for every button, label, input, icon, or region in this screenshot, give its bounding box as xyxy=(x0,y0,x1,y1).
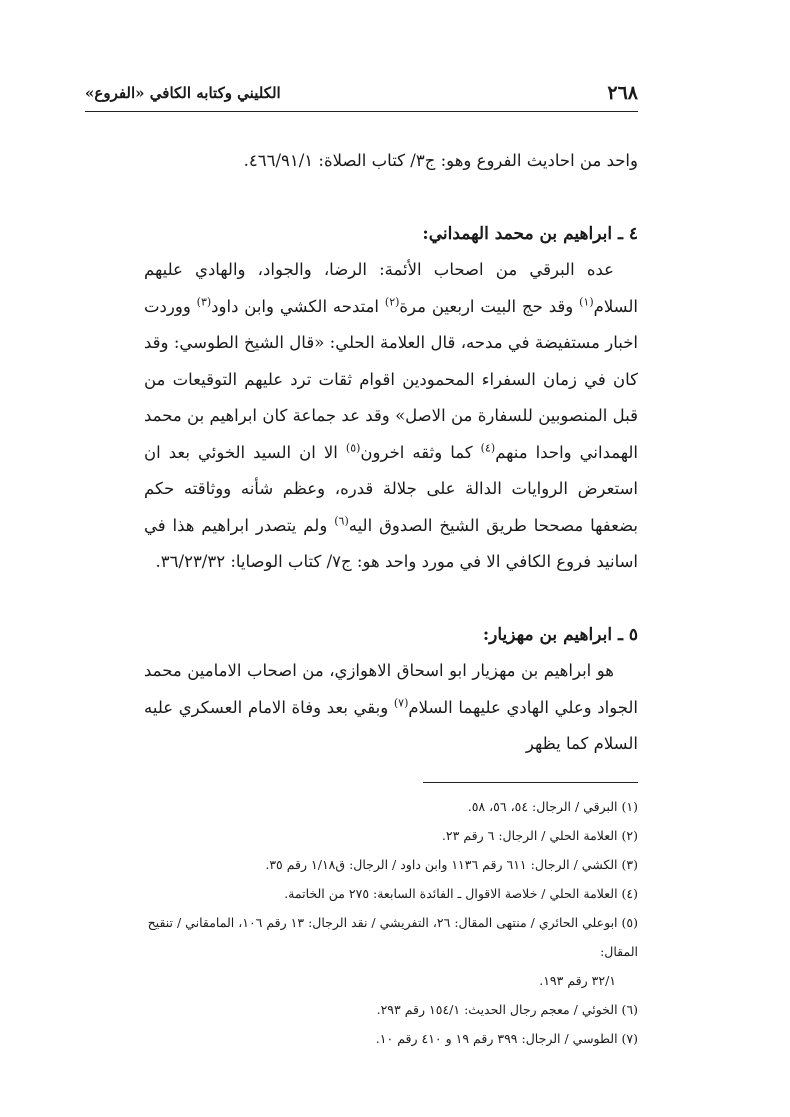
section-gap xyxy=(144,581,638,617)
footnote-ref-3: (٣) xyxy=(196,295,212,308)
section-heading-5: ٥ ـ ابراهيم بن مهزيار: xyxy=(482,624,638,645)
section-heading-4: ٤ ـ ابراهيم بن محمد الهمداني: xyxy=(422,223,638,244)
text-run: وبقي بعد وفاة الامام العسكري عليه السلام كما يظهر xyxy=(144,697,638,753)
footnote-5: (٥) ابوعلي الحائري / منتهى المقال: ٢٦، التفريشي / نقد الرجال: ١٣ رقم ١٠٦، المامقاني / تنقيح المقال: xyxy=(147,915,638,959)
page-number: ٢٦٨ xyxy=(607,82,638,104)
text-run: الا ان السيد الخوئي بعد ان استعرض الروايات الدالة على جلالة قدره، وعظم شأنه ووثاقته حكم بضعفها مصححا طريق الشيخ الصدوق اليه xyxy=(144,442,638,535)
page-header xyxy=(85,78,638,108)
footnotes xyxy=(144,792,638,1053)
text-run: ولم يتصدر ابراهيم هذا في اسانيد فروع الكافي الا في مورد واحد هو: ج٧/ كتاب الوصايا: ٣٦/٢٣/٣٢. xyxy=(144,515,638,571)
footnote-7: (٧) الطوسي / الرجال: ٣٩٩ رقم ١٩ و ٤١٠ رقم ١٠. xyxy=(375,1031,638,1046)
intro-paragraph: واحد من احاديث الفروع وهو: ج٣/ كتاب الصلاة: ٤٦٦/٩١/١. xyxy=(243,151,638,170)
text-run: كما وثقه اخرون xyxy=(360,442,481,462)
header-rule xyxy=(85,111,638,112)
footnote-3: (٣) الكشي / الرجال: ٦١١ رقم ١١٣٦ وابن داود / الرجال: ق١/١٨ رقم ٣٥. xyxy=(265,857,638,872)
body-text xyxy=(144,143,638,763)
section-4-paragraph xyxy=(144,252,638,581)
text-run: عده البرقي من اصحاب الأئمة: الرضا، والجواد، والهادي عليهم السلام xyxy=(144,260,639,316)
footnote-2: (٢) العلامة الحلي / الرجال: ٦ رقم ٢٣. xyxy=(441,828,638,843)
text-run: وقد حج البيت اربعين مرة xyxy=(399,296,580,316)
text-run: هو ابراهيم بن مهزيار ابو اسحاق الاهوازي، من اصحاب الامامين محمد الجواد وعلي الهادي عليهما السلام xyxy=(144,661,638,717)
footnote-6: (٦) الخوئي / معجم رجال الحديث: ١٥٤/١ رقم ٢٩٣. xyxy=(376,1002,638,1017)
footnote-ref-4: (٤) xyxy=(480,441,496,454)
text-run: ووردت اخبار مستفيضة في مدحه، قال العلامة الحلي: «قال الشيخ الطوسي: وقد كان في زمان السفراء المحمودين اقوام ثقات ترد عليهم التوقيعات من قبل المنصوبين للسفارة من الاصل» وقد عد جماعة كان ابراهيم بن محمد الهمداني واحدا منهم xyxy=(144,296,638,462)
footnote-ref-7: (٧) xyxy=(393,696,409,709)
footnote-rule xyxy=(423,782,638,783)
footnote-ref-1: (١) xyxy=(579,295,594,308)
footnote-ref-5: (٥) xyxy=(345,441,361,454)
running-title: الكليني وكتابه الكافي «الفروع» xyxy=(85,84,281,102)
footnote-5-continued: ٣٢/١ رقم ١٩٣. xyxy=(539,973,616,988)
section-5-paragraph xyxy=(144,653,638,763)
footnote-ref-2: (٢) xyxy=(384,295,400,308)
footnote-1: (١) البرقي / الرجال: ٥٤، ٥٦، ٥٨. xyxy=(467,799,638,814)
footnote-4: (٤) العلامة الحلي / خلاصة الاقوال ـ الفائدة السابعة: ٢٧٥ من الخاتمة. xyxy=(284,886,638,901)
text-run: امتدحه الكشي وابن داود xyxy=(211,296,385,316)
section-gap xyxy=(144,180,638,216)
footnote-ref-6: (٦) xyxy=(334,514,349,527)
